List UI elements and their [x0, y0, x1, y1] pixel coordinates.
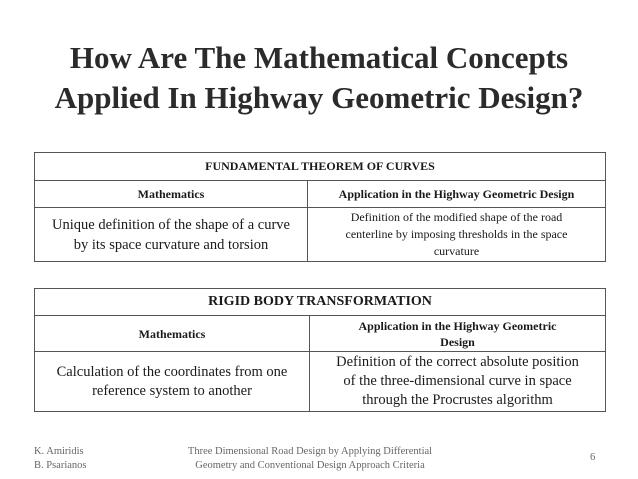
table1-math-cell [35, 208, 308, 262]
table2-math-line-2: reference system to another [92, 382, 252, 399]
table2-col-app-line-2: Design [440, 334, 475, 349]
table2-header: RIGID BODY TRANSFORMATION [35, 289, 606, 316]
footer-author-1: K. Amiridis [34, 446, 84, 457]
page-number: 6 [590, 452, 596, 463]
table2-col-mathematics: Mathematics [35, 316, 310, 352]
footer-center-line-1: Three Dimensional Road Design by Applying Differential [187, 446, 433, 457]
table2-col-application [310, 316, 606, 352]
curves-theorem-table [34, 152, 606, 262]
table1-app-line-2: centerline by imposing thresholds in the space [345, 227, 568, 241]
table2-app-line-2: of the three-dimensional curve in space [343, 373, 572, 389]
table1-col-application: Application in the Highway Geometric Design [308, 181, 606, 208]
table2-math-cell [35, 352, 310, 412]
table2-col-app-line-1: Application in the Highway Geometric [358, 318, 557, 333]
title-line-2: Applied In Highway Geometric Design? [54, 80, 584, 115]
table2-app-cell [310, 352, 606, 412]
table1-math-line-1: Unique definition of the shape of a curve [52, 216, 290, 233]
table1-header: FUNDAMENTAL THEOREM OF CURVES [35, 153, 606, 181]
footer-author-2: B. Psarianos [34, 460, 87, 471]
title-line-1: How Are The Mathematical Concepts [69, 40, 569, 75]
slide-title [0, 38, 638, 118]
table1-col-mathematics: Mathematics [35, 181, 308, 208]
rigid-body-table [34, 288, 606, 412]
footer-presentation-title [160, 445, 460, 473]
table1-app-line-1: Definition of the modified shape of the road [350, 210, 563, 224]
table2-app-line-3: through the Procrustes algorithm [362, 392, 553, 408]
table1-app-line-3: curvature [433, 244, 480, 258]
table1-app-cell [308, 208, 606, 262]
footer-authors [34, 445, 87, 473]
table2-math-line-1: Calculation of the coordinates from one [56, 363, 288, 380]
table2-app-line-1: Definition of the correct absolute position [336, 354, 579, 370]
table1-math-line-2: by its space curvature and torsion [73, 236, 269, 253]
footer-center-line-2: Geometry and Conventional Design Approach Criteria [195, 460, 425, 471]
